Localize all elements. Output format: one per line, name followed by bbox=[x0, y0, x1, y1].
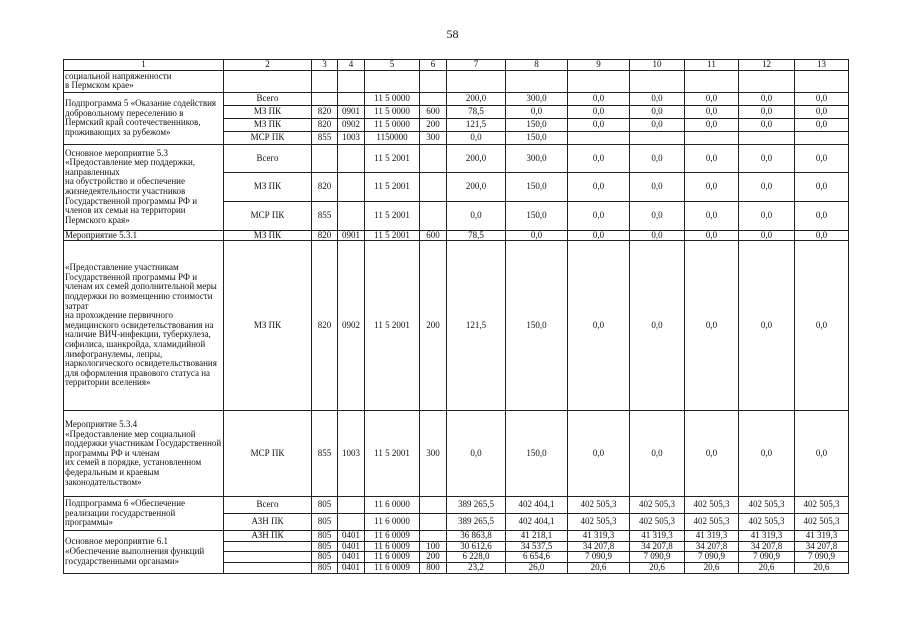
row-name: Мероприятие 5.3.4 «Предоставление мер социальной поддержки участникам Государственной программы РФ и членам их семей в порядке, установленном федеральным и краевым законодательством» bbox=[64, 411, 224, 497]
table-cell: 0,0 bbox=[568, 144, 630, 173]
table-cell: АЗН ПК bbox=[224, 514, 312, 531]
table-cell: 820 bbox=[312, 118, 338, 131]
table-cell: 0,0 bbox=[739, 92, 795, 105]
table-cell: 0,0 bbox=[630, 105, 685, 118]
table-cell bbox=[312, 70, 338, 92]
table-cell: 0,0 bbox=[685, 105, 739, 118]
table-cell: 11 6 0000 bbox=[365, 514, 420, 531]
table-cell: 6 228,0 bbox=[447, 552, 506, 563]
table-cell: 6 654,6 bbox=[506, 552, 568, 563]
table-cell bbox=[420, 531, 447, 542]
table-cell: 800 bbox=[420, 562, 447, 573]
table-cell bbox=[224, 541, 312, 552]
table-cell: 300,0 bbox=[506, 92, 568, 105]
table-cell: 0,0 bbox=[568, 230, 630, 241]
table-cell bbox=[447, 70, 506, 92]
table-cell: 402 505,3 bbox=[739, 514, 795, 531]
table-cell bbox=[338, 514, 365, 531]
table-cell: Всего bbox=[224, 92, 312, 105]
table-cell: 402 505,3 bbox=[685, 497, 739, 514]
table-row bbox=[64, 531, 849, 542]
table-cell: 34 207,8 bbox=[685, 541, 739, 552]
table-cell: 0,0 bbox=[568, 105, 630, 118]
table-cell: 0901 bbox=[338, 230, 365, 241]
row-name: Подпрограмма 6 «Обеспечение реализации государственной программы» bbox=[64, 497, 224, 531]
table-cell: 0901 bbox=[338, 105, 365, 118]
table-cell: 0,0 bbox=[795, 92, 849, 105]
table-cell: 11 6 0000 bbox=[365, 497, 420, 514]
table-cell: 402 505,3 bbox=[739, 497, 795, 514]
table-cell: 34 207,8 bbox=[630, 541, 685, 552]
table-cell: 402 505,3 bbox=[630, 497, 685, 514]
table-cell: 20,6 bbox=[568, 562, 630, 573]
column-number: 8 bbox=[506, 60, 568, 71]
column-number: 5 bbox=[365, 60, 420, 71]
row-name: «Предоставление участникам Государственной программы РФ и членам их семей дополнительной меры поддержки по возмещению стоимости затрат на прохождение первичного медицинского освидетельствования на наличие ВИЧ-инфекции, туберкулеза, сифилиса, шанкройда, хламидийной лимфогранулемы, лепры, наркологического освидетельствования для оформления правового статуса на территории вселения» bbox=[64, 241, 224, 411]
table-cell: 0902 bbox=[338, 118, 365, 131]
table-cell: МЗ ПК bbox=[224, 241, 312, 411]
table-cell: 78,5 bbox=[447, 230, 506, 241]
table-cell bbox=[739, 70, 795, 92]
table-cell bbox=[795, 70, 849, 92]
table-cell: 0,0 bbox=[795, 201, 849, 230]
table-cell: 805 bbox=[312, 514, 338, 531]
table-cell: 805 bbox=[312, 531, 338, 542]
table-cell: 150,0 bbox=[506, 118, 568, 131]
table-cell: 0401 bbox=[338, 531, 365, 542]
table-cell bbox=[338, 92, 365, 105]
table-cell bbox=[312, 92, 338, 105]
table-cell bbox=[685, 131, 739, 144]
table-cell: МСР ПК bbox=[224, 131, 312, 144]
table-cell: 0,0 bbox=[685, 173, 739, 202]
table-cell: МЗ ПК bbox=[224, 230, 312, 241]
table-cell: 389 265,5 bbox=[447, 497, 506, 514]
table-cell: 34 207,8 bbox=[568, 541, 630, 552]
table-cell: 805 bbox=[312, 497, 338, 514]
table-cell: 0,0 bbox=[739, 201, 795, 230]
table-cell: АЗН ПК bbox=[224, 531, 312, 542]
column-number: 3 bbox=[312, 60, 338, 71]
table-cell: 0902 bbox=[338, 241, 365, 411]
table-cell bbox=[420, 173, 447, 202]
table-cell: 41 319,3 bbox=[739, 531, 795, 542]
table-cell: 11 5 2001 bbox=[365, 144, 420, 173]
table-cell: МЗ ПК bbox=[224, 173, 312, 202]
table-cell: 0,0 bbox=[795, 230, 849, 241]
table-row bbox=[64, 92, 849, 105]
table-cell: 0401 bbox=[338, 541, 365, 552]
table-cell: 0,0 bbox=[568, 92, 630, 105]
table-cell: 0,0 bbox=[630, 173, 685, 202]
table-cell: МСР ПК bbox=[224, 411, 312, 497]
table-cell bbox=[224, 70, 312, 92]
table-cell: 0,0 bbox=[630, 201, 685, 230]
table-cell bbox=[420, 201, 447, 230]
table-cell: 0401 bbox=[338, 562, 365, 573]
table-cell: 0,0 bbox=[739, 411, 795, 497]
column-number: 2 bbox=[224, 60, 312, 71]
table-cell: 78,5 bbox=[447, 105, 506, 118]
table-cell: 0,0 bbox=[506, 230, 568, 241]
table-cell bbox=[739, 131, 795, 144]
table-cell: 805 bbox=[312, 541, 338, 552]
table-cell bbox=[795, 131, 849, 144]
table-cell: 11 5 2001 bbox=[365, 230, 420, 241]
table-cell: 11 6 0009 bbox=[365, 531, 420, 542]
table-cell: 36 863,8 bbox=[447, 531, 506, 542]
table-cell bbox=[365, 70, 420, 92]
table-cell: 0,0 bbox=[739, 144, 795, 173]
table-row bbox=[64, 411, 849, 497]
table-cell bbox=[338, 144, 365, 173]
table-cell bbox=[224, 552, 312, 563]
table-cell: 0401 bbox=[338, 552, 365, 563]
table-cell: 402 404,1 bbox=[506, 514, 568, 531]
table-cell: 600 bbox=[420, 105, 447, 118]
table-cell: 34 207,8 bbox=[739, 541, 795, 552]
table-cell: 200,0 bbox=[447, 173, 506, 202]
row-name: Мероприятие 5.3.1 bbox=[64, 230, 224, 241]
table-cell: 150,0 bbox=[506, 201, 568, 230]
table-cell: 0,0 bbox=[568, 411, 630, 497]
table-cell: 41 319,3 bbox=[795, 531, 849, 542]
table-cell: 150,0 bbox=[506, 173, 568, 202]
table-cell: 0,0 bbox=[568, 201, 630, 230]
table-cell: 0,0 bbox=[630, 144, 685, 173]
table-cell: 23,2 bbox=[447, 562, 506, 573]
table-cell: 0,0 bbox=[630, 230, 685, 241]
table-cell: 0,0 bbox=[739, 118, 795, 131]
table-cell: 150,0 bbox=[506, 131, 568, 144]
row-name: Основное мероприятие 6.1 «Обеспечение выполнения функций государственными органами» bbox=[64, 531, 224, 573]
table-cell bbox=[568, 70, 630, 92]
table-cell bbox=[338, 497, 365, 514]
table-cell bbox=[338, 70, 365, 92]
table-cell: 41 319,3 bbox=[685, 531, 739, 542]
table-cell bbox=[630, 131, 685, 144]
table-cell: 0,0 bbox=[739, 241, 795, 411]
table-cell: 200 bbox=[420, 118, 447, 131]
table-cell: 402 505,3 bbox=[795, 514, 849, 531]
column-number: 11 bbox=[685, 60, 739, 71]
table-cell bbox=[685, 70, 739, 92]
table-cell: 20,6 bbox=[685, 562, 739, 573]
table-cell: 0,0 bbox=[447, 201, 506, 230]
table-cell: 402 505,3 bbox=[568, 497, 630, 514]
table-cell: 20,6 bbox=[630, 562, 685, 573]
table-cell bbox=[224, 562, 312, 573]
table-cell: 0,0 bbox=[795, 105, 849, 118]
table-cell: 0,0 bbox=[795, 241, 849, 411]
table-cell: 11 6 0009 bbox=[365, 541, 420, 552]
table-cell bbox=[630, 70, 685, 92]
row-name: Основное мероприятие 5.3 «Предоставление мер поддержки, направленных на обустройство и обеспечение жизнедеятельности участников Государственной программы РФ и членов их семьи на территории Пермского края» bbox=[64, 144, 224, 230]
table-cell: 41 319,3 bbox=[568, 531, 630, 542]
table-cell: 30 612,6 bbox=[447, 541, 506, 552]
column-number-row bbox=[64, 60, 849, 71]
table-cell: 200 bbox=[420, 241, 447, 411]
table-cell: 0,0 bbox=[447, 411, 506, 497]
table-row bbox=[64, 497, 849, 514]
table-cell bbox=[568, 131, 630, 144]
column-number: 10 bbox=[630, 60, 685, 71]
table-cell: 11 5 2001 bbox=[365, 201, 420, 230]
table-cell: 1150000 bbox=[365, 131, 420, 144]
table-row bbox=[64, 144, 849, 173]
table-cell: 820 bbox=[312, 230, 338, 241]
table-cell: 820 bbox=[312, 105, 338, 118]
table-cell: 11 5 2001 bbox=[365, 173, 420, 202]
table-cell: 0,0 bbox=[795, 173, 849, 202]
table-cell bbox=[420, 70, 447, 92]
row-name: социальной напряженности в Пермском крае» bbox=[64, 70, 224, 92]
table-cell: 20,6 bbox=[795, 562, 849, 573]
table-cell: 0,0 bbox=[795, 411, 849, 497]
table-cell: 200 bbox=[420, 552, 447, 563]
table-cell: 0,0 bbox=[630, 118, 685, 131]
table-cell: 389 265,5 bbox=[447, 514, 506, 531]
table-cell: 0,0 bbox=[685, 230, 739, 241]
table-cell: 11 5 0000 bbox=[365, 92, 420, 105]
table-row bbox=[64, 230, 849, 241]
table-cell: 41 218,1 bbox=[506, 531, 568, 542]
table-cell bbox=[420, 92, 447, 105]
table-cell: 100 bbox=[420, 541, 447, 552]
table-cell: 805 bbox=[312, 562, 338, 573]
table-cell: 0,0 bbox=[630, 411, 685, 497]
table-cell: 11 5 0000 bbox=[365, 105, 420, 118]
table-cell: 1003 bbox=[338, 131, 365, 144]
column-number: 6 bbox=[420, 60, 447, 71]
table-cell: 7 090,9 bbox=[739, 552, 795, 563]
table-cell: 0,0 bbox=[795, 118, 849, 131]
table-cell: 0,0 bbox=[685, 118, 739, 131]
table-cell: 26,0 bbox=[506, 562, 568, 573]
page-number: 58 bbox=[446, 27, 459, 41]
table-cell: 820 bbox=[312, 241, 338, 411]
table-cell: Всего bbox=[224, 144, 312, 173]
table-cell: 0,0 bbox=[630, 92, 685, 105]
table-cell: 300 bbox=[420, 411, 447, 497]
table-cell: 121,5 bbox=[447, 118, 506, 131]
table-cell bbox=[420, 144, 447, 173]
table-row bbox=[64, 241, 849, 411]
budget-table bbox=[63, 59, 849, 574]
table-cell: 7 090,9 bbox=[685, 552, 739, 563]
table-cell bbox=[506, 70, 568, 92]
table-cell: 0,0 bbox=[685, 411, 739, 497]
table-cell: 0,0 bbox=[568, 173, 630, 202]
table-cell: МСР ПК bbox=[224, 201, 312, 230]
row-name: Подпрограмма 5 «Оказание содействия добровольному переселению в Пермский край соотечественников, проживающих за рубежом» bbox=[64, 92, 224, 144]
table-cell: 300 bbox=[420, 131, 447, 144]
table-cell: 0,0 bbox=[568, 241, 630, 411]
table-cell: 0,0 bbox=[568, 118, 630, 131]
table-cell: 11 6 0009 bbox=[365, 562, 420, 573]
table-cell: 0,0 bbox=[630, 241, 685, 411]
table-cell: 41 319,3 bbox=[630, 531, 685, 542]
column-number: 9 bbox=[568, 60, 630, 71]
table-cell: 0,0 bbox=[447, 131, 506, 144]
table-cell: 7 090,9 bbox=[568, 552, 630, 563]
table-cell: 0,0 bbox=[739, 230, 795, 241]
table-cell: 402 505,3 bbox=[630, 514, 685, 531]
table-cell: 855 bbox=[312, 131, 338, 144]
table-cell: 805 bbox=[312, 552, 338, 563]
table-cell: Всего bbox=[224, 497, 312, 514]
table-cell: 11 6 0009 bbox=[365, 552, 420, 563]
table-row bbox=[64, 70, 849, 92]
column-number: 4 bbox=[338, 60, 365, 71]
table-cell: 11 5 0000 bbox=[365, 118, 420, 131]
table-cell: 0,0 bbox=[506, 105, 568, 118]
table-cell: 0,0 bbox=[739, 173, 795, 202]
table-cell: 150,0 bbox=[506, 411, 568, 497]
table-cell: 7 090,9 bbox=[630, 552, 685, 563]
table-cell: 402 505,3 bbox=[685, 514, 739, 531]
table-cell: МЗ ПК bbox=[224, 105, 312, 118]
table-cell: 34 207,8 bbox=[795, 541, 849, 552]
table-cell: 820 bbox=[312, 173, 338, 202]
table-cell: 11 5 2001 bbox=[365, 241, 420, 411]
column-number: 7 bbox=[447, 60, 506, 71]
table-cell: МЗ ПК bbox=[224, 118, 312, 131]
table-cell bbox=[338, 173, 365, 202]
table-cell bbox=[312, 144, 338, 173]
table-cell: 1003 bbox=[338, 411, 365, 497]
table-cell: 0,0 bbox=[685, 92, 739, 105]
table-cell: 0,0 bbox=[795, 144, 849, 173]
table-cell bbox=[420, 514, 447, 531]
column-number: 13 bbox=[795, 60, 849, 71]
table-cell: 855 bbox=[312, 411, 338, 497]
table-cell: 121,5 bbox=[447, 241, 506, 411]
table-cell: 402 404,1 bbox=[506, 497, 568, 514]
table-cell: 0,0 bbox=[739, 105, 795, 118]
table-cell bbox=[420, 497, 447, 514]
table-cell: 402 505,3 bbox=[568, 514, 630, 531]
table-cell: 300,0 bbox=[506, 144, 568, 173]
table-body bbox=[64, 60, 849, 574]
column-number: 12 bbox=[739, 60, 795, 71]
table-cell: 20,6 bbox=[739, 562, 795, 573]
table-cell: 34 537,5 bbox=[506, 541, 568, 552]
table-cell: 600 bbox=[420, 230, 447, 241]
table-cell: 150,0 bbox=[506, 241, 568, 411]
column-number: 1 bbox=[64, 60, 224, 71]
table-cell: 0,0 bbox=[685, 241, 739, 411]
table-cell: 855 bbox=[312, 201, 338, 230]
table-cell bbox=[338, 201, 365, 230]
table-cell: 11 5 2001 bbox=[365, 411, 420, 497]
table-cell: 402 505,3 bbox=[795, 497, 849, 514]
table-cell: 7 090,9 bbox=[795, 552, 849, 563]
table-cell: 0,0 bbox=[685, 144, 739, 173]
table-cell: 200,0 bbox=[447, 144, 506, 173]
table-cell: 200,0 bbox=[447, 92, 506, 105]
table-cell: 0,0 bbox=[685, 201, 739, 230]
